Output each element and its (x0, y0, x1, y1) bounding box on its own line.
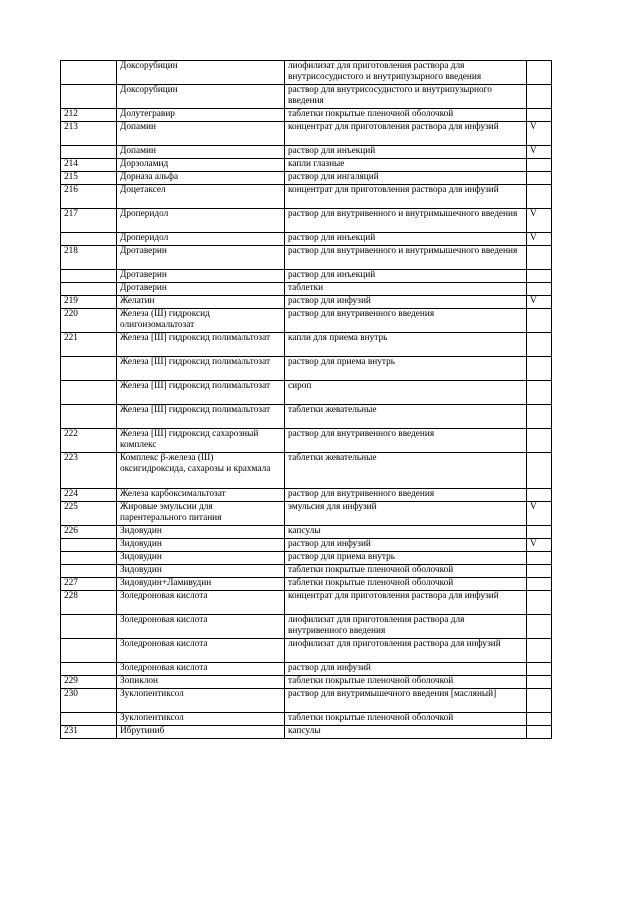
cell-number (61, 233, 117, 246)
cell-dosage-form: таблетки покрытые пленочной оболочкой (285, 109, 527, 122)
cell-number: 212 (61, 109, 117, 122)
table-row (61, 270, 552, 283)
cell-dosage-form: капли глазные (285, 159, 527, 172)
cell-vital-flag (527, 85, 552, 109)
cell-drug-name: Зуклопентиксол (117, 689, 285, 713)
cell-number: 220 (61, 309, 117, 333)
cell-drug-name: Дорназа альфа (117, 172, 285, 185)
table-row (61, 502, 552, 526)
table-row (61, 296, 552, 309)
cell-vital-flag (527, 489, 552, 502)
table-row (61, 333, 552, 357)
cell-dosage-form: раствор для приема внутрь (285, 357, 527, 381)
table-body (61, 61, 552, 739)
cell-dosage-form: лиофилизат для приготовления раствора для внутрисосудистого и внутрипузырного введения (285, 61, 527, 85)
cell-vital-flag (527, 615, 552, 639)
cell-vital-flag (527, 526, 552, 539)
cell-vital-flag (527, 270, 552, 283)
cell-drug-name: Зуклопентиксол (117, 713, 285, 726)
cell-drug-name: Ибрутиниб (117, 726, 285, 739)
cell-dosage-form: раствор для приема внутрь (285, 552, 527, 565)
cell-vital-flag (527, 676, 552, 689)
cell-drug-name: Золедроновая кислота (117, 591, 285, 615)
cell-vital-flag (527, 357, 552, 381)
medication-table (60, 60, 552, 739)
cell-drug-name: Доксорубицин (117, 85, 285, 109)
cell-vital-flag (527, 639, 552, 663)
table-row (61, 591, 552, 615)
cell-vital-flag: V (527, 146, 552, 159)
table-row (61, 85, 552, 109)
cell-drug-name: Комплекс β-железа (Ш) оксигидроксида, сахарозы и крахмала (117, 453, 285, 489)
cell-drug-name: Зидовудин (117, 552, 285, 565)
cell-drug-name: Зидовудин (117, 526, 285, 539)
cell-number: 226 (61, 526, 117, 539)
cell-number: 215 (61, 172, 117, 185)
table-row (61, 676, 552, 689)
cell-drug-name: Дорзоламид (117, 159, 285, 172)
cell-drug-name: Золедроновая кислота (117, 615, 285, 639)
cell-drug-name: Дротаверин (117, 270, 285, 283)
table-row (61, 565, 552, 578)
cell-number (61, 615, 117, 639)
cell-drug-name: Железа [Ш] гидроксид полимальтозат (117, 405, 285, 429)
table-row (61, 309, 552, 333)
cell-dosage-form: таблетки (285, 283, 527, 296)
table-row (61, 405, 552, 429)
table-row (61, 233, 552, 246)
cell-vital-flag (527, 405, 552, 429)
cell-dosage-form: концентрат для приготовления раствора для инфузий (285, 591, 527, 615)
cell-dosage-form: капсулы (285, 726, 527, 739)
cell-dosage-form: раствор для инфузий (285, 663, 527, 676)
table-row (61, 246, 552, 270)
cell-vital-flag (527, 565, 552, 578)
cell-number (61, 61, 117, 85)
table-row (61, 357, 552, 381)
cell-drug-name: Жировые эмульсии для парентерального питания (117, 502, 285, 526)
cell-number: 231 (61, 726, 117, 739)
table-row (61, 109, 552, 122)
cell-number (61, 283, 117, 296)
table-row (61, 122, 552, 146)
cell-vital-flag (527, 172, 552, 185)
cell-drug-name: Железа [Ш] гидроксид полимальтозат (117, 381, 285, 405)
table-row (61, 209, 552, 233)
cell-vital-flag: V (527, 122, 552, 146)
cell-vital-flag (527, 552, 552, 565)
cell-number (61, 539, 117, 552)
table-row (61, 61, 552, 85)
cell-drug-name: Железа карбоксимальтозат (117, 489, 285, 502)
cell-number: 223 (61, 453, 117, 489)
cell-number (61, 565, 117, 578)
cell-vital-flag (527, 309, 552, 333)
cell-dosage-form: лиофилизат для приготовления раствора для инфузий (285, 639, 527, 663)
table-row (61, 146, 552, 159)
table-row (61, 713, 552, 726)
table-row (61, 726, 552, 739)
cell-drug-name: Допамин (117, 122, 285, 146)
cell-vital-flag: V (527, 233, 552, 246)
cell-vital-flag (527, 159, 552, 172)
cell-dosage-form: раствор для внутрисосудистого и внутрипузырного введения (285, 85, 527, 109)
cell-vital-flag (527, 578, 552, 591)
cell-dosage-form: таблетки покрытые пленочной оболочкой (285, 676, 527, 689)
cell-number: 225 (61, 502, 117, 526)
table-row (61, 172, 552, 185)
cell-dosage-form: раствор для инфузий (285, 296, 527, 309)
cell-drug-name: Зидовудин (117, 565, 285, 578)
cell-drug-name: Железа [Ш] гидроксид полимальтозат (117, 357, 285, 381)
cell-number (61, 357, 117, 381)
cell-number (61, 552, 117, 565)
cell-number (61, 270, 117, 283)
cell-dosage-form: концентрат для приготовления раствора для инфузий (285, 185, 527, 209)
cell-dosage-form: таблетки жевательные (285, 405, 527, 429)
cell-drug-name: Золедроновая кислота (117, 663, 285, 676)
cell-dosage-form: раствор для внутримышечного введения [масляный] (285, 689, 527, 713)
cell-vital-flag (527, 663, 552, 676)
table-row (61, 663, 552, 676)
cell-drug-name: Железа [Ш] гидроксид сахарозный комплекс (117, 429, 285, 453)
cell-drug-name: Золедроновая кислота (117, 639, 285, 663)
cell-vital-flag (527, 185, 552, 209)
cell-dosage-form: раствор для внутривенного введения (285, 309, 527, 333)
cell-dosage-form: раствор для внутривенного введения (285, 429, 527, 453)
table-row (61, 429, 552, 453)
table-row (61, 639, 552, 663)
table-row (61, 283, 552, 296)
cell-dosage-form: раствор для инъекций (285, 270, 527, 283)
cell-drug-name: Желатин (117, 296, 285, 309)
cell-vital-flag (527, 726, 552, 739)
cell-dosage-form: раствор для внутривенного введения (285, 489, 527, 502)
table-row (61, 489, 552, 502)
cell-number: 224 (61, 489, 117, 502)
cell-vital-flag (527, 689, 552, 713)
cell-number: 230 (61, 689, 117, 713)
cell-dosage-form: капли для приема внутрь (285, 333, 527, 357)
table-row (61, 689, 552, 713)
cell-drug-name: Долутегравир (117, 109, 285, 122)
cell-number: 217 (61, 209, 117, 233)
table-row (61, 615, 552, 639)
table-row (61, 526, 552, 539)
cell-dosage-form: раствор для внутривенного и внутримышечного введения (285, 209, 527, 233)
cell-number (61, 146, 117, 159)
cell-drug-name: Доцетаксел (117, 185, 285, 209)
cell-drug-name: Зидовудин (117, 539, 285, 552)
table-row (61, 159, 552, 172)
cell-drug-name: Железа [Ш] гидроксид полимальтозат (117, 333, 285, 357)
cell-vital-flag (527, 109, 552, 122)
table-row (61, 578, 552, 591)
cell-drug-name: Доксорубицин (117, 61, 285, 85)
cell-vital-flag: V (527, 539, 552, 552)
cell-vital-flag (527, 453, 552, 489)
cell-dosage-form: таблетки покрытые пленочной оболочкой (285, 713, 527, 726)
table-row (61, 539, 552, 552)
cell-dosage-form: раствор для инъекций (285, 233, 527, 246)
cell-vital-flag: V (527, 296, 552, 309)
cell-number: 222 (61, 429, 117, 453)
cell-dosage-form: таблетки покрытые пленочной оболочкой (285, 565, 527, 578)
cell-dosage-form: таблетки жевательные (285, 453, 527, 489)
cell-dosage-form: лиофилизат для приготовления раствора для внутривенного введения (285, 615, 527, 639)
table-row (61, 453, 552, 489)
cell-number (61, 663, 117, 676)
cell-number: 214 (61, 159, 117, 172)
cell-drug-name: Допамин (117, 146, 285, 159)
cell-number: 229 (61, 676, 117, 689)
cell-vital-flag: V (527, 502, 552, 526)
cell-number: 216 (61, 185, 117, 209)
cell-dosage-form: раствор для ингаляций (285, 172, 527, 185)
table-row (61, 552, 552, 565)
cell-number: 213 (61, 122, 117, 146)
cell-number (61, 85, 117, 109)
cell-number (61, 405, 117, 429)
cell-vital-flag (527, 246, 552, 270)
cell-number (61, 381, 117, 405)
cell-dosage-form: раствор для инъекций (285, 146, 527, 159)
table-row (61, 381, 552, 405)
cell-vital-flag (527, 333, 552, 357)
cell-drug-name: Дротаверин (117, 283, 285, 296)
cell-dosage-form: капсулы (285, 526, 527, 539)
cell-dosage-form: раствор для инфузий (285, 539, 527, 552)
cell-number (61, 713, 117, 726)
cell-dosage-form: раствор для внутривенного и внутримышечного введения (285, 246, 527, 270)
cell-drug-name: Дроперидол (117, 209, 285, 233)
cell-vital-flag (527, 713, 552, 726)
cell-vital-flag (527, 61, 552, 85)
cell-dosage-form: сироп (285, 381, 527, 405)
cell-drug-name: Дротаверин (117, 246, 285, 270)
cell-dosage-form: эмульсия для инфузий (285, 502, 527, 526)
cell-number: 227 (61, 578, 117, 591)
cell-vital-flag (527, 429, 552, 453)
table-row (61, 185, 552, 209)
cell-vital-flag (527, 283, 552, 296)
cell-dosage-form: таблетки покрытые пленочной оболочкой (285, 578, 527, 591)
cell-vital-flag: V (527, 209, 552, 233)
cell-number: 228 (61, 591, 117, 615)
cell-number: 219 (61, 296, 117, 309)
cell-drug-name: Железа (Ш) гидроксид олигоизомальтозат (117, 309, 285, 333)
cell-drug-name: Зидовудин+Ламивудин (117, 578, 285, 591)
cell-number: 221 (61, 333, 117, 357)
cell-dosage-form: концентрат для приготовления раствора для инфузий (285, 122, 527, 146)
cell-drug-name: Дроперидол (117, 233, 285, 246)
cell-vital-flag (527, 591, 552, 615)
cell-number: 218 (61, 246, 117, 270)
cell-number (61, 639, 117, 663)
cell-vital-flag (527, 381, 552, 405)
cell-drug-name: Зопиклон (117, 676, 285, 689)
